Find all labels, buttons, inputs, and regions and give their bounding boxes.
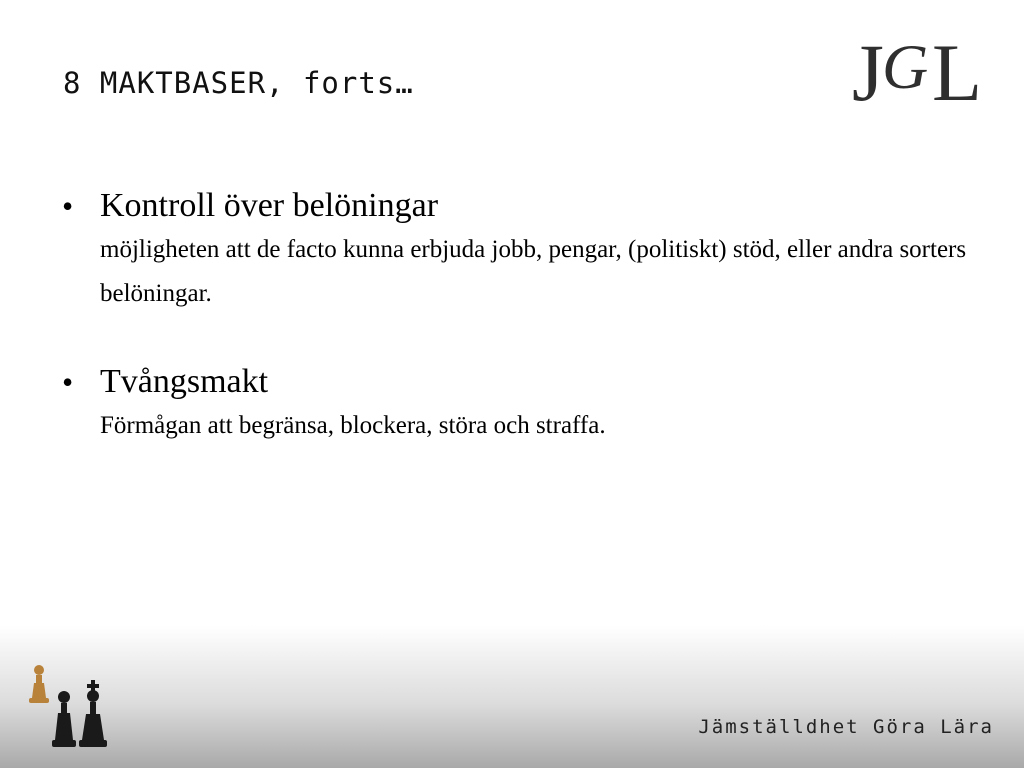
bullet-item xyxy=(62,360,982,448)
bullet-heading: Tvångsmakt xyxy=(100,363,269,400)
chess-light-piece xyxy=(29,665,49,703)
chess-pieces-icon xyxy=(24,660,116,752)
bullet-marker: • xyxy=(62,364,74,400)
bullet-marker: • xyxy=(62,188,74,224)
bullet-list xyxy=(62,184,982,448)
chess-dark-piece-tall xyxy=(79,680,107,747)
chess-dark-piece-short xyxy=(52,691,76,747)
slide-title: 8 MAKTBASER, forts… xyxy=(63,66,414,100)
bullet-heading: Kontroll över belöningar xyxy=(100,187,439,224)
footer-text: Jämställdhet Göra Lära xyxy=(698,716,994,738)
bullet-description: Förmågan att begränsa, blockera, störa och straffa. xyxy=(100,412,606,439)
footer-band xyxy=(0,625,1024,768)
logo-letter-g: G xyxy=(882,31,929,102)
bullet-item xyxy=(62,184,982,316)
logo-letter-j: J xyxy=(852,27,884,118)
logo-letter-l: L xyxy=(932,27,983,118)
jgl-logo-icon xyxy=(850,18,996,124)
bullet-description: möjligheten att de facto kunna erbjuda jobb, pengar, (politiskt) stöd, eller andra sorters belöningar. xyxy=(100,236,967,307)
